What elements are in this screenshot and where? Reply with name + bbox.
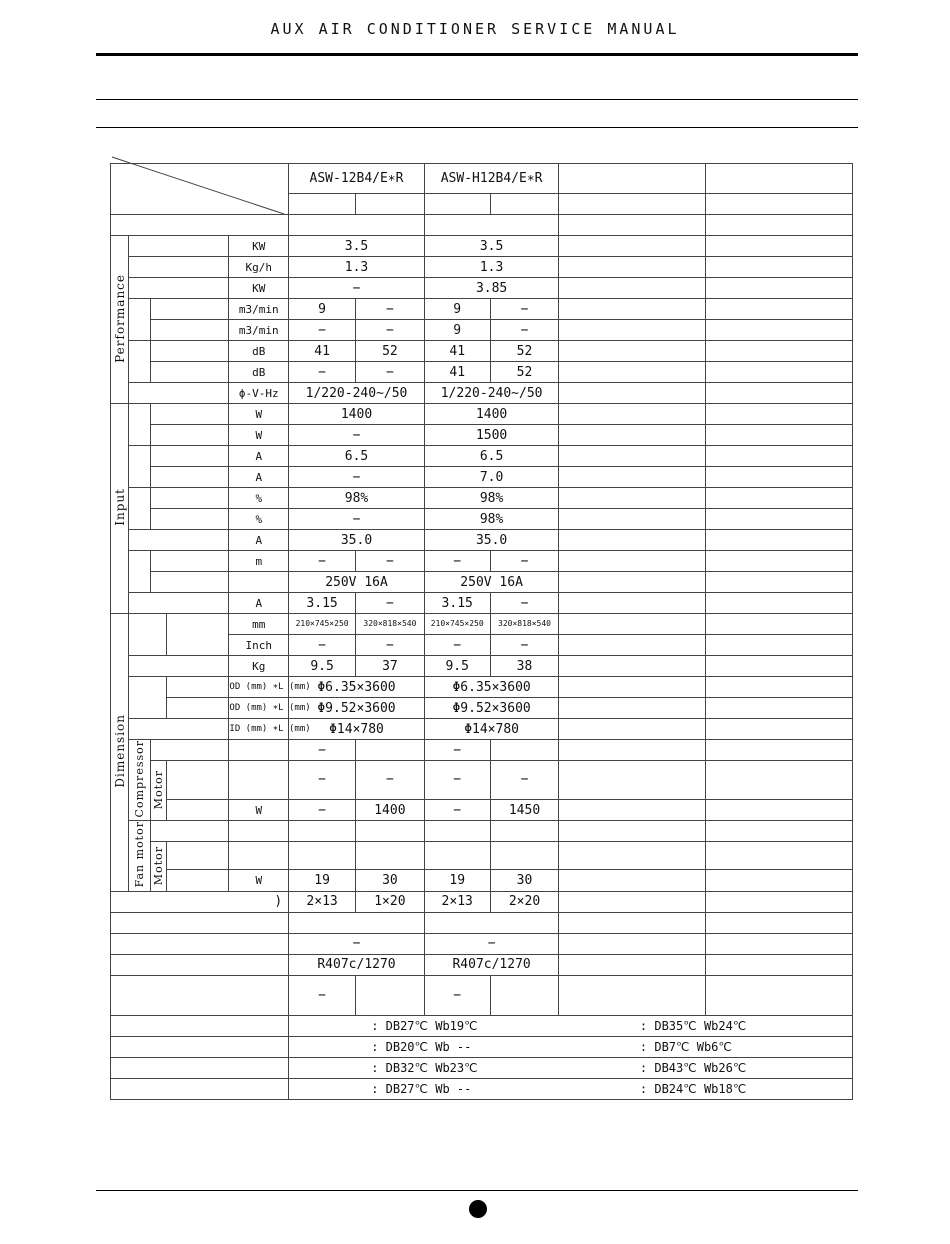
- value-cell: [289, 821, 356, 842]
- label-cell: [151, 572, 229, 593]
- unit-cell: Kg/h: [229, 257, 289, 278]
- footer-rule: [96, 1190, 858, 1191]
- unit-cell: %: [229, 488, 289, 509]
- value-cell: 19: [424, 870, 490, 892]
- label-cell: [166, 614, 229, 656]
- value-cell: −: [355, 320, 424, 341]
- empty-cell: [559, 299, 706, 320]
- empty-cell: [559, 530, 706, 551]
- value-cell: 19: [289, 870, 356, 892]
- condition-right: : DB7℃ Wb6℃: [559, 1036, 853, 1057]
- value-cell: [355, 842, 424, 870]
- value-cell: [424, 821, 490, 842]
- label-cell: [129, 446, 151, 488]
- unit-cell: A: [229, 467, 289, 488]
- empty-cell: [559, 656, 706, 677]
- unit-cell: W: [229, 870, 289, 892]
- unit-cell: OD (mm) ∗L (mm): [229, 698, 289, 719]
- empty-cell: [559, 593, 706, 614]
- empty-cell: [559, 509, 706, 530]
- label-cell: [151, 341, 229, 362]
- value-cell: 9: [424, 320, 490, 341]
- value-cell: −: [289, 362, 356, 383]
- unit-cell: [229, 842, 289, 870]
- empty-cell: [706, 761, 853, 800]
- label-cell: [166, 761, 229, 800]
- value-cell: 98%: [289, 488, 425, 509]
- empty-cell: [559, 677, 706, 698]
- label-cell: [166, 698, 229, 719]
- label-cell: [129, 551, 151, 593]
- empty-cell: [559, 257, 706, 278]
- empty-cell: [559, 614, 706, 635]
- value-cell: Φ14×780: [424, 719, 559, 740]
- empty-cell: [706, 870, 853, 892]
- label-cell: [151, 299, 229, 320]
- label-cell: [151, 509, 229, 530]
- value-cell: 41: [424, 341, 490, 362]
- value-cell: [424, 842, 490, 870]
- empty-cell: [559, 954, 706, 975]
- empty-cell: [559, 362, 706, 383]
- value-cell: [490, 821, 559, 842]
- empty-cell: [706, 446, 853, 467]
- condition-left: : DB27℃ Wb --: [289, 1078, 559, 1099]
- value-cell: 6.5: [289, 446, 425, 467]
- value-cell: Φ9.52×3600: [424, 698, 559, 719]
- diagonal-header-cell: [111, 164, 289, 215]
- value-cell: 3.85: [424, 278, 559, 299]
- label-cell: [129, 593, 229, 614]
- value-cell: −: [490, 593, 559, 614]
- value-cell: 2×13: [289, 891, 356, 912]
- label-cell: [151, 320, 229, 341]
- value-cell: Φ9.52×3600: [289, 698, 425, 719]
- value-cell: −: [490, 635, 559, 656]
- group-compressor: [129, 740, 151, 821]
- empty-cell: [559, 551, 706, 572]
- value-cell: −: [424, 761, 490, 800]
- empty-cell: [559, 761, 706, 800]
- empty-cell: [559, 912, 706, 933]
- label-cell: [129, 278, 229, 299]
- group-compressor-motor: [151, 761, 166, 821]
- value-cell: −: [355, 593, 424, 614]
- empty-cell: [559, 320, 706, 341]
- value-cell: −: [355, 551, 424, 572]
- value-cell: R407c/1270: [424, 954, 559, 975]
- value-cell: −: [289, 278, 425, 299]
- value-cell: Φ6.35×3600: [424, 677, 559, 698]
- value-cell: 37: [355, 656, 424, 677]
- unit-cell: OD (mm) ∗L (mm): [229, 677, 289, 698]
- value-cell: −: [490, 320, 559, 341]
- group-input-label: Input: [112, 488, 127, 526]
- page-number-dot: [469, 1200, 487, 1218]
- value-cell: [424, 912, 559, 933]
- value-cell: −: [355, 761, 424, 800]
- empty-cell: [706, 572, 853, 593]
- model-2-header: ASW-H12B4/E∗R: [424, 164, 559, 194]
- label-cell: [129, 530, 229, 551]
- value-cell: 30: [490, 870, 559, 892]
- unit-cell: [229, 761, 289, 800]
- value-cell: 210×745×250: [424, 614, 490, 635]
- value-cell: −: [289, 740, 356, 761]
- empty-cell: [706, 912, 853, 933]
- label-cell: [129, 404, 151, 446]
- unit-cell: [229, 572, 289, 593]
- value-cell: −: [289, 799, 356, 821]
- empty-cell: [706, 799, 853, 821]
- group-input: [111, 404, 129, 614]
- value-cell: 52: [355, 341, 424, 362]
- condition-right: : DB35℃ Wb24℃: [559, 1015, 853, 1036]
- value-cell: 1.3: [289, 257, 425, 278]
- empty-cell: [706, 362, 853, 383]
- empty-cell: [706, 614, 853, 635]
- group-fan-motor: [129, 821, 151, 891]
- group-compressor-label: Compressor: [133, 740, 147, 818]
- empty-cell: [559, 425, 706, 446]
- value-cell: [289, 912, 425, 933]
- empty-cell: [706, 719, 853, 740]
- label-cell: [151, 425, 229, 446]
- manual-title: AUX AIR CONDITIONER SERVICE MANUAL: [270, 20, 680, 38]
- value-cell: −: [424, 740, 490, 761]
- value-cell: 30: [355, 870, 424, 892]
- value-cell: 3.15: [289, 593, 356, 614]
- value-cell: −: [424, 799, 490, 821]
- empty-cell: [559, 698, 706, 719]
- value-cell: −: [289, 635, 356, 656]
- label-cell: [129, 236, 229, 257]
- condition-right: : DB43℃ Wb26℃: [559, 1057, 853, 1078]
- header-rule-thick: [96, 53, 858, 56]
- group-dimension-label: Dimension: [112, 714, 127, 788]
- value-cell: Φ6.35×3600: [289, 677, 425, 698]
- empty-cell: [706, 698, 853, 719]
- empty-cell: [706, 215, 853, 236]
- label-cell: [111, 1036, 289, 1057]
- empty-cell: [706, 488, 853, 509]
- group-dimension: [111, 614, 129, 892]
- value-cell: 1×20: [355, 891, 424, 912]
- value-cell: 1400: [424, 404, 559, 425]
- unit-cell: [229, 821, 289, 842]
- empty-cell: [706, 933, 853, 954]
- empty-cell: [706, 530, 853, 551]
- empty-cell: [706, 467, 853, 488]
- value-cell: −: [424, 933, 559, 954]
- value-cell: 52: [490, 362, 559, 383]
- empty-cell: [706, 656, 853, 677]
- rule-2: [96, 127, 858, 128]
- value-cell: [355, 975, 424, 1015]
- group-fan-motor-motor: [151, 842, 166, 891]
- unit-cell: W: [229, 425, 289, 446]
- label-cell: [111, 912, 289, 933]
- value-cell: 1/220-240~/50: [289, 383, 425, 404]
- empty-cell: [559, 635, 706, 656]
- empty-cell: [706, 257, 853, 278]
- value-cell: 1.3: [424, 257, 559, 278]
- spec-table: [110, 163, 853, 1100]
- unit-cell: ID (mm) ∗L (mm): [229, 719, 289, 740]
- empty-cell: [559, 488, 706, 509]
- label-cell: [111, 215, 289, 236]
- label-cell: [111, 1057, 289, 1078]
- empty-cell: [559, 719, 706, 740]
- value-cell: −: [424, 975, 490, 1015]
- value-cell: 3.5: [289, 236, 425, 257]
- value-cell: [424, 215, 559, 236]
- empty-cell: [706, 975, 853, 1015]
- label-cell: [111, 954, 289, 975]
- label-cell: [129, 257, 229, 278]
- value-cell: 250V 16A: [424, 572, 559, 593]
- value-cell: [289, 842, 356, 870]
- value-cell: −: [424, 551, 490, 572]
- empty-cell: [559, 842, 706, 870]
- value-cell: [355, 821, 424, 842]
- value-cell: 2×13: [424, 891, 490, 912]
- empty-cell: [559, 740, 706, 761]
- value-cell: 38: [490, 656, 559, 677]
- value-cell: 2×20: [490, 891, 559, 912]
- value-cell: 320×818×540: [490, 614, 559, 635]
- value-cell: −: [289, 509, 425, 530]
- group-performance-label: Performance: [112, 273, 127, 363]
- empty-cell: [559, 467, 706, 488]
- group-fan-motor-label: Fan motor: [133, 821, 147, 888]
- value-cell: 6.5: [424, 446, 559, 467]
- empty-cell: [559, 404, 706, 425]
- empty-cell: [559, 891, 706, 912]
- value-cell: 98%: [424, 488, 559, 509]
- value-cell: [490, 975, 559, 1015]
- empty-cell: [559, 341, 706, 362]
- empty-cell: [559, 236, 706, 257]
- label-cell: [151, 740, 229, 761]
- value-cell: −: [355, 299, 424, 320]
- value-cell: 7.0: [424, 467, 559, 488]
- value-cell: R407c/1270: [289, 954, 425, 975]
- label-cell: [129, 488, 151, 530]
- empty-cell: [706, 299, 853, 320]
- value-cell: −: [289, 551, 356, 572]
- label-cell: [129, 656, 229, 677]
- value-cell: 1400: [355, 799, 424, 821]
- value-cell: [355, 740, 424, 761]
- unit-cell: W: [229, 799, 289, 821]
- empty-cell: [706, 509, 853, 530]
- unit-cell: m: [229, 551, 289, 572]
- value-cell: −: [289, 933, 425, 954]
- value-cell: −: [289, 761, 356, 800]
- label-cell: [111, 1078, 289, 1099]
- value-cell: Φ14×780: [289, 719, 425, 740]
- value-cell: −: [289, 975, 356, 1015]
- condition-left: : DB32℃ Wb23℃: [289, 1057, 559, 1078]
- label-cell: [129, 383, 229, 404]
- unit-cell: [229, 740, 289, 761]
- label-cell: [151, 362, 229, 383]
- empty-cell: [706, 551, 853, 572]
- value-cell: 1/220-240~/50: [424, 383, 559, 404]
- label-cell: [166, 799, 229, 821]
- label-cell: ): [111, 891, 289, 912]
- value-cell: 41: [289, 341, 356, 362]
- value-cell: −: [490, 761, 559, 800]
- value-cell: 1400: [289, 404, 425, 425]
- value-cell: [490, 842, 559, 870]
- value-cell: 3.15: [424, 593, 490, 614]
- empty-cell: [559, 933, 706, 954]
- empty-cell: [559, 194, 706, 215]
- condition-right: : DB24℃ Wb18℃: [559, 1078, 853, 1099]
- value-cell: 9: [289, 299, 356, 320]
- label-cell: [129, 299, 151, 341]
- label-cell: [129, 719, 229, 740]
- empty-cell: [706, 425, 853, 446]
- model-1-header: ASW-12B4/E∗R: [289, 164, 425, 194]
- label-cell: [111, 933, 289, 954]
- value-cell: 250V 16A: [289, 572, 425, 593]
- label-cell: [151, 446, 229, 467]
- label-cell: [111, 1015, 289, 1036]
- unit-cell: m3/min: [229, 299, 289, 320]
- value-cell: 9: [424, 299, 490, 320]
- value-cell: [490, 740, 559, 761]
- unit-cell: mm: [229, 614, 289, 635]
- value-cell: 1500: [424, 425, 559, 446]
- value-cell: 3.5: [424, 236, 559, 257]
- unit-cell: KW: [229, 236, 289, 257]
- empty-cell: [706, 954, 853, 975]
- value-cell: −: [424, 635, 490, 656]
- rule-1: [96, 99, 858, 100]
- unit-cell: ϕ-V-Hz: [229, 383, 289, 404]
- label-cell: [151, 551, 229, 572]
- empty-cell: [559, 870, 706, 892]
- empty-cell: [559, 799, 706, 821]
- empty-cell: [706, 821, 853, 842]
- value-cell: −: [289, 320, 356, 341]
- group-performance: [111, 236, 129, 404]
- value-cell: 98%: [424, 509, 559, 530]
- condition-left: : DB20℃ Wb --: [289, 1036, 559, 1057]
- unit-cell: KW: [229, 278, 289, 299]
- empty-cell: [706, 593, 853, 614]
- value-cell: [289, 215, 425, 236]
- empty-cell: [559, 278, 706, 299]
- unit-cell: Kg: [229, 656, 289, 677]
- label-cell: [129, 677, 166, 719]
- outdoor-subheader: [355, 194, 424, 215]
- unit-cell: Inch: [229, 635, 289, 656]
- empty-cell: [559, 975, 706, 1015]
- value-cell: 9.5: [289, 656, 356, 677]
- value-cell: 320×818×540: [355, 614, 424, 635]
- value-cell: −: [289, 425, 425, 446]
- unit-cell: A: [229, 530, 289, 551]
- empty-cell: [706, 236, 853, 257]
- empty-cell: [706, 740, 853, 761]
- value-cell: −: [289, 467, 425, 488]
- empty-cell: [706, 635, 853, 656]
- empty-cell: [706, 278, 853, 299]
- empty-cell: [559, 215, 706, 236]
- label-cell: [129, 341, 151, 383]
- value-cell: −: [490, 299, 559, 320]
- label-cell: [111, 975, 289, 1015]
- empty-cell: [559, 572, 706, 593]
- model-4-header: [706, 164, 853, 194]
- value-cell: 52: [490, 341, 559, 362]
- empty-cell: [559, 383, 706, 404]
- value-cell: 210×745×250: [289, 614, 356, 635]
- unit-cell: dB: [229, 362, 289, 383]
- value-cell: 1450: [490, 799, 559, 821]
- label-cell: [166, 870, 229, 892]
- outdoor-subheader: [490, 194, 559, 215]
- empty-cell: [706, 404, 853, 425]
- empty-cell: [706, 320, 853, 341]
- value-cell: 35.0: [424, 530, 559, 551]
- empty-cell: [559, 446, 706, 467]
- value-cell: −: [355, 362, 424, 383]
- indoor-subheader: [424, 194, 490, 215]
- empty-cell: [706, 194, 853, 215]
- empty-cell: [706, 891, 853, 912]
- value-cell: −: [355, 635, 424, 656]
- indoor-subheader: [289, 194, 356, 215]
- label-cell: [129, 614, 166, 656]
- label-cell: [166, 842, 229, 870]
- label-cell: [166, 677, 229, 698]
- empty-cell: [706, 842, 853, 870]
- unit-cell: %: [229, 509, 289, 530]
- empty-cell: [706, 677, 853, 698]
- label-cell: [151, 467, 229, 488]
- unit-cell: A: [229, 593, 289, 614]
- value-cell: 35.0: [289, 530, 425, 551]
- model-3-header: [559, 164, 706, 194]
- unit-cell: A: [229, 446, 289, 467]
- value-cell: −: [490, 551, 559, 572]
- fan-motor-motor-label: Motor: [152, 845, 166, 885]
- value-cell: 41: [424, 362, 490, 383]
- label-cell: [151, 821, 229, 842]
- label-cell: [151, 404, 229, 425]
- empty-cell: [706, 341, 853, 362]
- unit-cell: m3/min: [229, 320, 289, 341]
- empty-cell: [559, 821, 706, 842]
- unit-cell: dB: [229, 341, 289, 362]
- empty-cell: [706, 383, 853, 404]
- condition-left: : DB27℃ Wb19℃: [289, 1015, 559, 1036]
- unit-cell: W: [229, 404, 289, 425]
- compressor-motor-label: Motor: [152, 769, 166, 809]
- label-cell: [151, 488, 229, 509]
- value-cell: 9.5: [424, 656, 490, 677]
